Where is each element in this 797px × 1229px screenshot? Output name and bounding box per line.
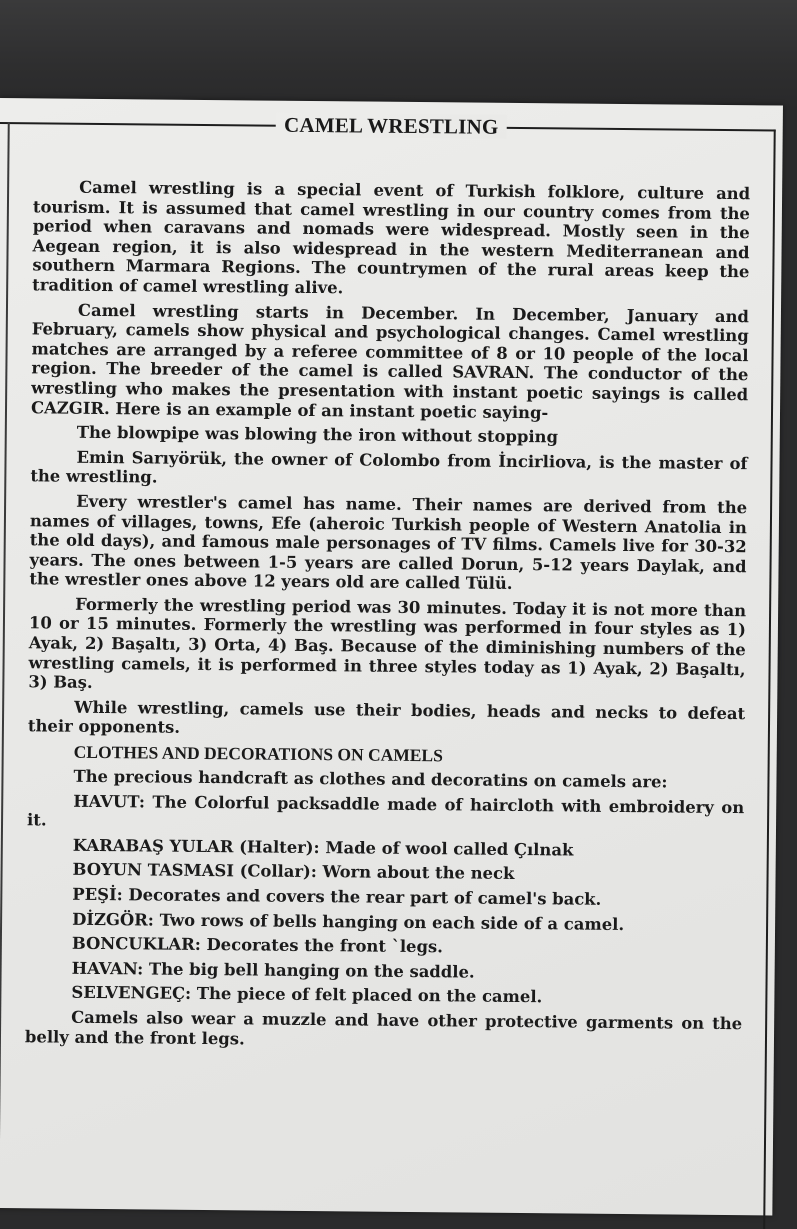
- paragraph-intro: Camel wrestling is a special event of Turkish folklore, culture and tourism. It is assumed that camel wrestling in our country comes from the period when caravans and nomads were widespread. Mostly seen in the Aegean region, it is also widespread in the western Mediterranean and southern Marmara Regions. The countrymen of the rural areas keep the tradition of camel wrestling alive.: [32, 177, 751, 298]
- paragraph-names: Every wrestler's camel has name. Their names are derived from the names of villages, towns, Efe (aheroic Turkish people of Western Anatolia in the old days), and famous male personages of TV films. Camels live for 30-32 years. The ones between 1-5 years are called Dorun, 5-12 years Daylak, and the wrestler ones above 12 years old are called Tülü.: [29, 491, 748, 594]
- list-item: SELVENGEÇ: The piece of felt placed on the camel.: [71, 983, 543, 1007]
- list-item: PEŞİ: Decorates and covers the rear part of camel's back.: [72, 884, 602, 909]
- page-title-text: CAMEL WRESTLING: [276, 113, 507, 139]
- dark-background: [0, 0, 797, 110]
- paragraph-styles: Formerly the wrestling period was 30 minutes. Today it is not more than 10 or 15 minutes. Formerly the wrestling was performed in four styles as 1) Ayak, 2) Başaltı, 3) Orta, 4) Baş. Because of the diminishing numbers of the wrestling camels, it is performed in three styles today as 1) Ayak, 2) Başaltı, 3) Baş.: [28, 594, 747, 693]
- list-item: BOYUN TASMASI (Collar): Worn about the neck: [72, 860, 515, 884]
- section-heading: CLOTHES AND DECORATIONS ON CAMELS: [73, 741, 443, 766]
- decoration-list: [25, 791, 744, 1009]
- poetic-saying-line: The blowpipe was blowing the iron without stopping: [76, 422, 559, 447]
- section-intro: The precious handcraft as clothes and decoratins on camels are:: [73, 766, 668, 792]
- list-item: KARABAŞ YULAR (Halter): Made of wool called Çılnak: [72, 835, 574, 860]
- paragraph-technique: While wrestling, camels use their bodies, heads and necks to defeat their opponents.: [27, 697, 746, 738]
- list-item: DİZGÖR: Two rows of bells hanging on each side of a camel.: [72, 909, 625, 934]
- list-item: HAVAN: The big bell hanging on the saddle.: [71, 958, 475, 982]
- list-item: HAVUT: The Colorful packsaddle made of haircloth with embroidery on it.: [26, 791, 745, 830]
- closing-paragraph: Camels also wear a muzzle and have other protective garments on the belly and the front legs.: [24, 1007, 743, 1048]
- poetic-saying-line-2: Emin Sarıyörük, the owner of Colombo from İncirliova, is the master of the wrestling.: [30, 447, 748, 487]
- list-item: BONCUKLAR: Decorates the front `legs.: [71, 933, 444, 957]
- article-body: [25, 177, 750, 1058]
- paper-sheet: [0, 98, 783, 1215]
- paragraph-season: Camel wrestling starts in December. In December, January and February, camels show physical and psychological changes. Camel wrestling matches are arranged by a referee committee of 8 or 10 people of the local region. The breeder of the camel is called SAVRAN. The conductor of the wrestling who makes the presentation with instant poetic sayings is called CAZGIR. Here is an example of an instant poetic saying-: [30, 300, 750, 422]
